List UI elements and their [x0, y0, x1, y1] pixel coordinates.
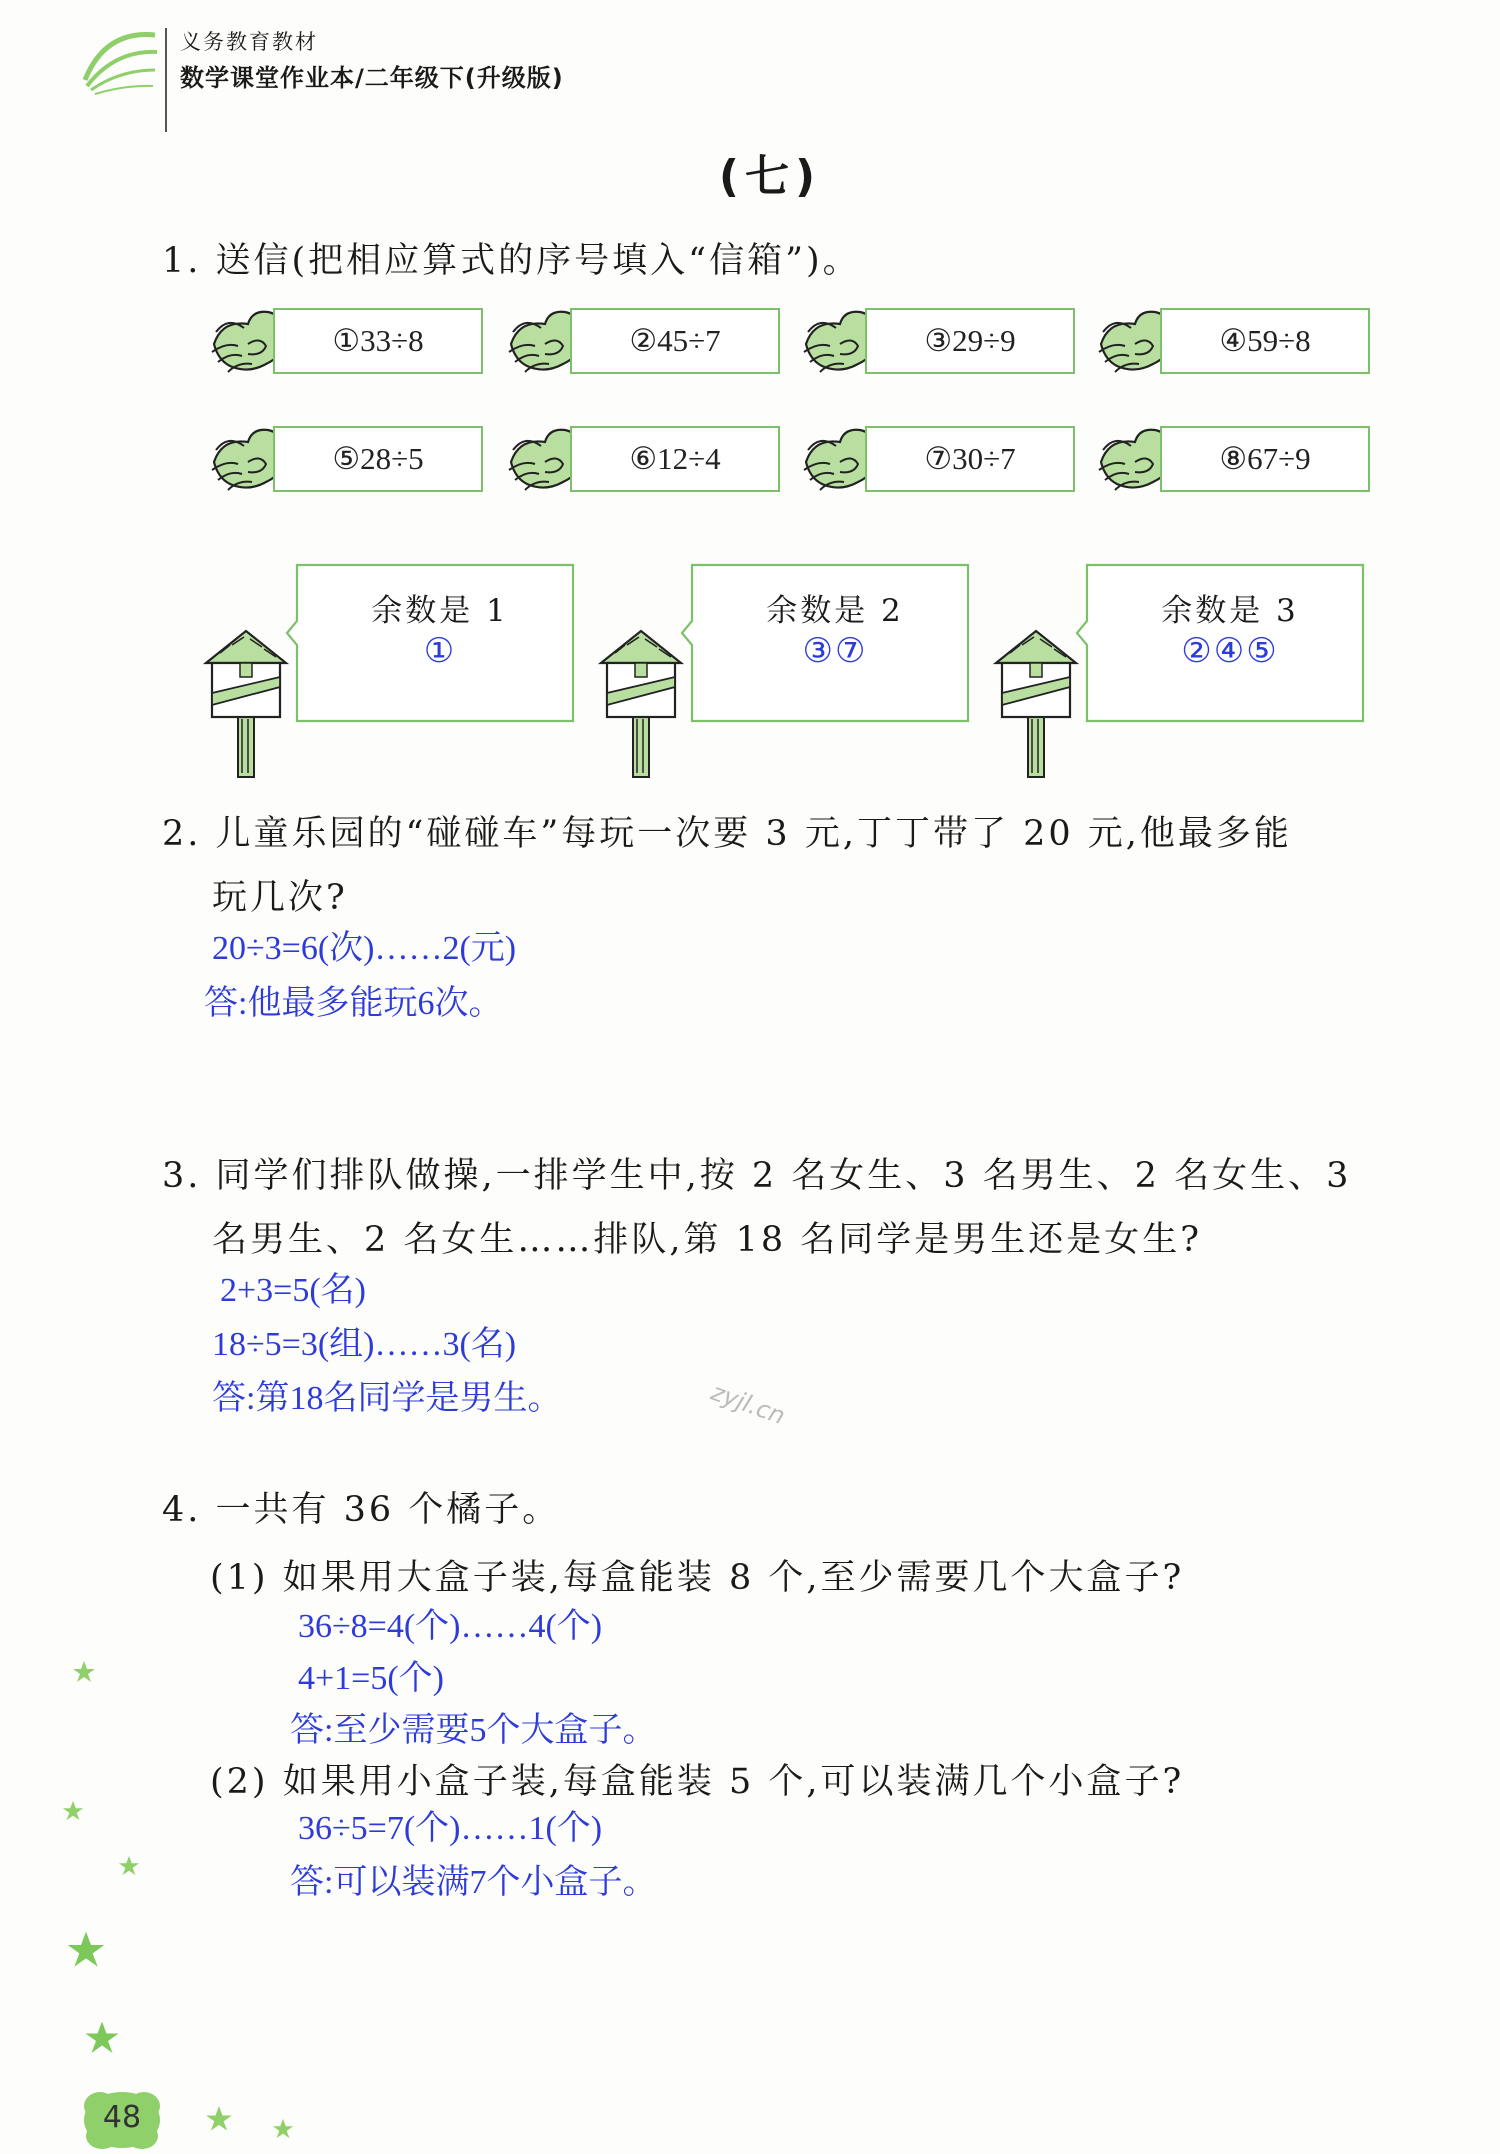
- star-icon: [118, 1855, 140, 1877]
- division-expression: ③29÷9: [865, 308, 1075, 374]
- mailbox-label: 余数是 1: [371, 593, 509, 629]
- star-icon: [66, 1930, 106, 1970]
- mailbox-label: 余数是 3: [1161, 593, 1299, 629]
- mailbox: [990, 563, 1390, 783]
- question-2-text-line2: 玩几次?: [212, 878, 348, 918]
- question-1-text: 1. 送信(把相应算式的序号填入“信箱”)。: [162, 241, 861, 281]
- star-icon: [272, 2118, 294, 2140]
- question-4-sub2-calc: 36÷5=7(个)……1(个): [298, 1810, 603, 1847]
- division-expression: ①33÷8: [273, 308, 483, 374]
- star-icon: [62, 1800, 84, 1822]
- division-expression: ⑦30÷7: [865, 426, 1075, 492]
- watermark: zyjl.cn: [707, 1377, 789, 1431]
- bird-card: [1095, 302, 1385, 382]
- section-title: (七): [718, 151, 822, 202]
- bird-card: [208, 302, 498, 382]
- question-2-text-line1: 2. 儿童乐园的“碰碰车”每玩一次要 3 元,丁丁带了 20 元,他最多能: [162, 814, 1292, 854]
- bird-card: [505, 420, 795, 500]
- question-3-answer-text: 答:第18名同学是男生。: [212, 1380, 562, 1417]
- page-number-badge: [82, 2090, 162, 2150]
- division-expression: ④59÷8: [1160, 308, 1370, 374]
- bird-card: [505, 302, 795, 382]
- mailbox: [200, 563, 600, 783]
- division-expression: ⑧67÷9: [1160, 426, 1370, 492]
- question-4-sub1-calc2: 4+1=5(个): [298, 1660, 444, 1697]
- header-divider: [165, 28, 167, 132]
- mailbox-answer: ②④⑤: [1181, 631, 1279, 671]
- question-2-answer-text: 答:他最多能玩6次。: [204, 985, 503, 1022]
- division-expression: ⑤28÷5: [273, 426, 483, 492]
- bird-card: [800, 420, 1090, 500]
- question-4-sub1: (1) 如果用大盒子装,每盒能装 8 个,至少需要几个大盒子?: [210, 1558, 1185, 1598]
- mailbox-answer: ③⑦: [802, 631, 868, 671]
- question-3-answer-calc2: 18÷5=3(组)……3(名): [212, 1326, 517, 1363]
- mailbox: [595, 563, 995, 783]
- mailbox-house-icon: [595, 623, 685, 783]
- bird-card: [1095, 420, 1385, 500]
- star-icon: [72, 1660, 96, 1684]
- question-4-text: 4. 一共有 36 个橘子。: [162, 1490, 561, 1530]
- question-3-text-line2: 名男生、2 名女生……排队,第 18 名同学是男生还是女生?: [212, 1220, 1203, 1260]
- question-4-sub1-answer: 答:至少需要5个大盒子。: [290, 1712, 657, 1749]
- star-icon: [84, 2020, 120, 2056]
- bird-card: [208, 420, 498, 500]
- division-expression: ⑥12÷4: [570, 426, 780, 492]
- question-3-answer-calc1: 2+3=5(名): [220, 1272, 366, 1309]
- star-icon: [205, 2105, 233, 2133]
- division-expression: ②45÷7: [570, 308, 780, 374]
- bird-card: [800, 302, 1090, 382]
- mailbox-house-icon: [990, 623, 1080, 783]
- mailbox-answer: ①: [423, 631, 457, 671]
- question-4-sub2-answer: 答:可以装满7个小盒子。: [290, 1864, 657, 1901]
- question-3-text-line1: 3. 同学们排队做操,一排学生中,按 2 名女生、3 名男生、2 名女生、3: [162, 1156, 1352, 1196]
- mailbox-house-icon: [200, 623, 290, 783]
- page-number: 48: [102, 2100, 142, 2135]
- question-2-answer-calc: 20÷3=6(次)……2(元): [212, 930, 517, 967]
- question-4-sub2: (2) 如果用小盒子装,每盒能装 5 个,可以装满几个小盒子?: [210, 1762, 1185, 1802]
- question-4-sub1-calc1: 36÷8=4(个)……4(个): [298, 1608, 603, 1645]
- header-series: 义务教育教材: [180, 30, 318, 54]
- mailbox-label: 余数是 2: [766, 593, 904, 629]
- publisher-logo-icon: [75, 20, 165, 100]
- header-book-title: 数学课堂作业本/二年级下(升级版): [180, 64, 564, 92]
